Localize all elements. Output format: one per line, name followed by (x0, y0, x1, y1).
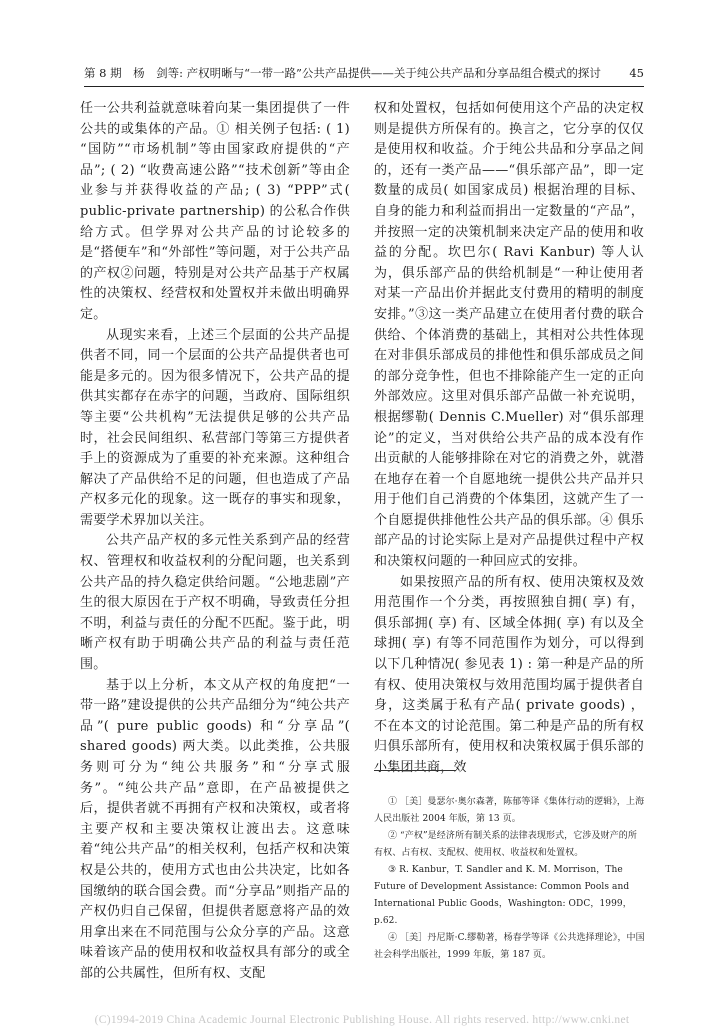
footnote-rule (374, 770, 456, 771)
footnotes (374, 794, 646, 964)
copyright-watermark: (C)1994-2019 China Academic Journal Electronic Publishing House. All rights reserved. http://www.cnki.net (94, 1014, 630, 1026)
paragraph: 从现实来看，上述三个层面的公共产品提供者不同，同一个层面的公共产品提供者也可能是多元的。因为很多情况下，公共产品的提供其实都存在赤字的问题，当政府、国际组织等主要“公共机构”无法提供足够的公共产品时，社会民间组织、私营部门等第三方提供者手上的资源成为了重要的补充来源。这种组合解决了产品供给不足的问题，但也造成了产品产权多元化的现象。这一既存的事实和现象，需要学术界加以关注。 (80, 327, 350, 528)
right-column (374, 99, 644, 779)
footnote: ③ R. Kanbur，T. Sandler and K. M. Morrison，The Future of Development Assistance: Common Pools and International Public Goods，Washington: ODC，1999，p.62. (374, 865, 632, 926)
page-number: 45 (629, 66, 644, 80)
paragraph: 权和处置权，包括如何使用这个产品的决定权则是提供方所保有的。换言之，它分享的仅仅是使用权和收益。介于纯公共品和分享品之间的，还有一类产品——“俱乐部产品”，即一定数量的成员( 如国家成员) 根据治理的目标、自身的能力和利益而捐出一定数量的“产品”，并按照一定的决策机制来决定产品的使用和收益的分配。坎巴尔( Ravi Kanbur) 等人认为，俱乐部产品的供给机制是“一种让使用者对某一产品出价并据此支付费用的精明的制度安排。”③这一类产品建立在使用者付费的联合供给、个体消费的基础上，其相对公共性体现在对非俱乐部成员的排他性和俱乐部成员之间的部分竞争性，但也不排除能产生一定的正向外部效应。这里对俱乐部产品做一补充说明，根据缪勒( Dennis C.Mueller) 对“俱乐部理论”的定义，当对供给公共产品的成本没有作出贡献的人能够排除在对它的消费之外，就潜在地存在着一个自愿地统一提供公共产品并只用于他们自己消费的个体集团，这就产生了一个自愿提供排他性公共产品的俱乐部。④ 俱乐部产品的讨论实际上是对产品提供过程中产权和决策权问题的一种回应式的安排。 (374, 101, 644, 570)
footnote: ② “产权”是经济所有制关系的法律表现形式，它涉及财产的所有权、占有权、支配权、使用权、收益权和处置权。 (374, 831, 637, 858)
running-header (84, 64, 644, 82)
footnote: ④ ［美］丹尼斯·C.缪勒著，杨春学等译《公共选择理论》，中国社会科学出版社，1999 年版，第 187 页。 (374, 933, 645, 960)
paragraph: 任一公共利益就意味着向某一集团提供了一件公共的或集体的产品。① 相关例子包括: ( 1) “国防”“市场机制”等由国家政府提供的“产品”; ( 2) “收费高速公路”“技术创新”等由企业参与并获得收益的产品; ( 3) “PPP”式( public-private partnership) 的公私合作供给方式。但学界对公共产品的讨论较多的是“搭便车”和“外部性”等问题，对于公共产品的产权②问题，特别是对公共产品基于产权属性的决策权、经营权和处置权并未做出明确界定。 (80, 101, 350, 322)
paragraph: 如果按照产品的所有权、使用决策权及效用范围作一个分类，再按照独自拥( 享) 有，俱乐部拥( 享) 有、区域全体拥( 享) 有以及全球拥( 享) 有等不同范围作为划分，可以得到以下几种情况( 参见表 1) : 第一种是产品的所有权、使用决策权与效用范围均属于提供者自身，这类属于私有产品( private goods) ，不在本文的讨论范围。第二种是产品的所有权归俱乐部所有，使用权和决策权属于俱乐部的小集团共商，效 (374, 574, 644, 775)
paragraph: 基于以上分析，本文从产权的角度把“一带一路”建设提供的公共产品细分为“纯公共产品”( pure public goods) 和“分享品”( shared goods) 两大类。以此类推，公共服务则可分为“纯公共服务”和“分享式服务”。“纯公共产品”意即，在产品被提供之后，提供者就不再拥有产权和决策权，或者将主要产权和主要决策权让渡出去。这意味着“纯公共产品”的相关权利，包括产权和决策权是公共的，使用方式也由公共决定，比如各国缴纳的联合国会费。而“分享品”则指产品的产权仍归自己保留，但提供者愿意将产品的效用拿出来在不同范围与公众分享的产品。这意味着该产品的使用权和收益权具有部分的或全部的公共属性，但所有权、支配 (80, 677, 350, 981)
paragraph: 公共产品产权的多元性关系到产品的经营权、管理权和收益权利的分配问题，也关系到公共产品的持久稳定供给问题。“公地悲剧”产生的很大原因在于产权不明确，导致责任分担不明，利益与责任的分配不匹配。鉴于此，明晰产权有助于明确公共产品的利益与责任范围。 (80, 533, 350, 673)
header-rule (84, 86, 644, 87)
left-column (80, 99, 350, 985)
running-head-title: 第 8 期 杨 剑等: 产权明晰与“一带一路”公共产品提供——关于纯公共产品和分享品组合模式的探讨 (84, 66, 601, 80)
footnote: ① ［美］曼瑟尔·奥尔森著，陈郁等译《集体行动的逻辑》，上海人民出版社 2004 年版，第 13 页。 (374, 797, 645, 824)
